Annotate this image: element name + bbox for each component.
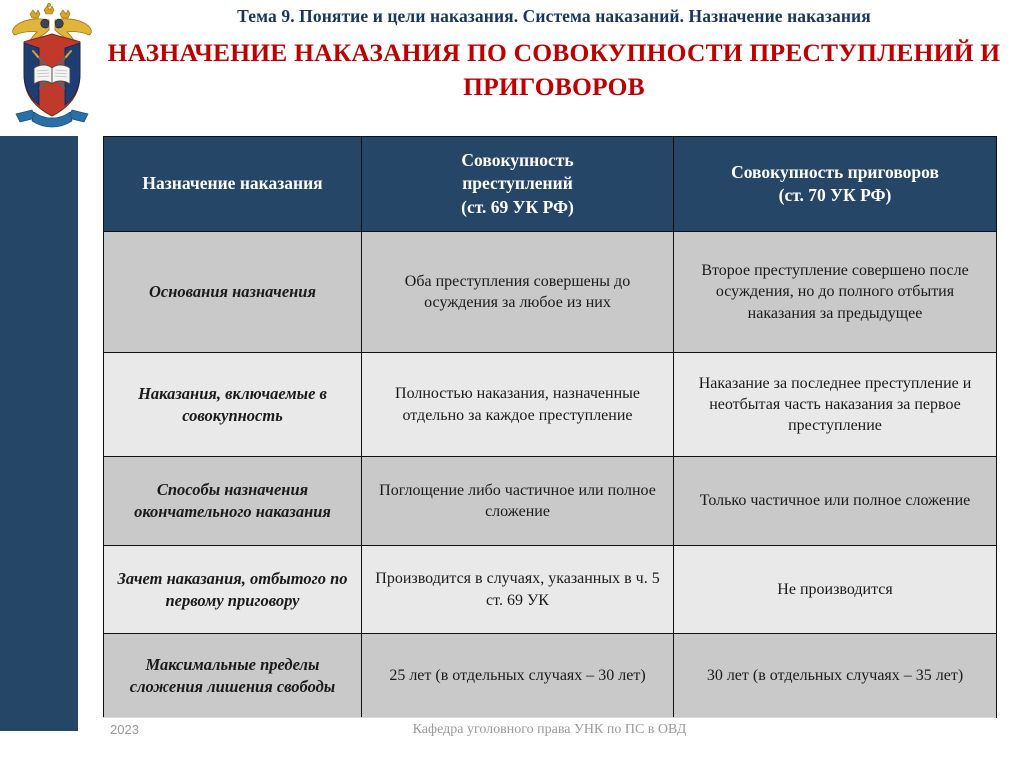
column-header-cumulative-crimes [362,137,674,232]
table-row [104,457,997,546]
cell-max-limits-sentences: 30 лет (в отдельных случаях – 35 лет) [674,634,997,718]
cell-grounds-crimes: Оба преступления совершены до осуждения за любое из них [362,232,674,353]
footer-department: Кафедра уголовного права УНК по ПС в ОВД [412,722,687,737]
column-header-criterion: Назначение наказания [104,137,362,232]
footer-year: 2023 [110,722,139,737]
topic-line: Тема 9. Понятие и цели наказания. Система наказаний. Назначение наказания [237,6,871,26]
left-accent-bar [0,136,78,731]
table-header [104,137,997,232]
table-row [104,546,997,634]
cell-included-sentences: Наказание за последнее преступление и неотбытая часть наказания за первое преступление [674,353,997,457]
page-title: НАЗНАЧЕНИЕ НАКАЗАНИЯ ПО СОВОКУПНОСТИ ПРЕСТУПЛЕНИЙ И ПРИГОВОРОВ [107,38,1001,101]
row-label-included-punishments: Наказания, включаемые в совокупность [104,353,362,457]
row-label-credit: Зачет наказания, отбытого по первому приговору [104,546,362,634]
cell-methods-sentences: Только частичное или полное сложение [674,457,997,546]
table-row [104,353,997,457]
comparison-table [103,136,997,718]
cell-methods-crimes: Поглощение либо частичное или полное сложение [362,457,674,546]
header-line-1: Совокупность [461,150,574,171]
header-line-2: преступлений [462,173,573,194]
cell-included-crimes: Полностью наказания, назначенные отдельно за каждое преступление [362,353,674,457]
row-label-max-limits: Максимальные пределы сложения лишения свободы [104,634,362,718]
row-label-grounds: Основания назначения [104,232,362,353]
table-header-row [104,137,997,232]
mvd-academy-coat-of-arms-icon [6,2,98,132]
header-line-3: (ст. 69 УК РФ) [461,196,574,217]
header-line-2: (ст. 70 УК РФ) [778,185,892,205]
cell-grounds-sentences: Второе преступление совершено после осуждения, но до полного отбытия наказания за предыдущее [674,232,997,353]
table-row [104,634,997,718]
table-row [104,232,997,353]
header-line-1: Совокупность приговоров [731,161,939,182]
footer-divider [103,717,996,718]
cell-max-limits-crimes: 25 лет (в отдельных случаях – 30 лет) [362,634,674,718]
column-header-cumulative-sentences [674,137,997,232]
cell-credit-crimes: Производится в случаях, указанных в ч. 5 ст. 69 УК [362,546,674,634]
row-label-methods: Способы назначения окончательного наказания [104,457,362,546]
cell-credit-sentences: Не производится [674,546,997,634]
table-body [104,232,997,718]
